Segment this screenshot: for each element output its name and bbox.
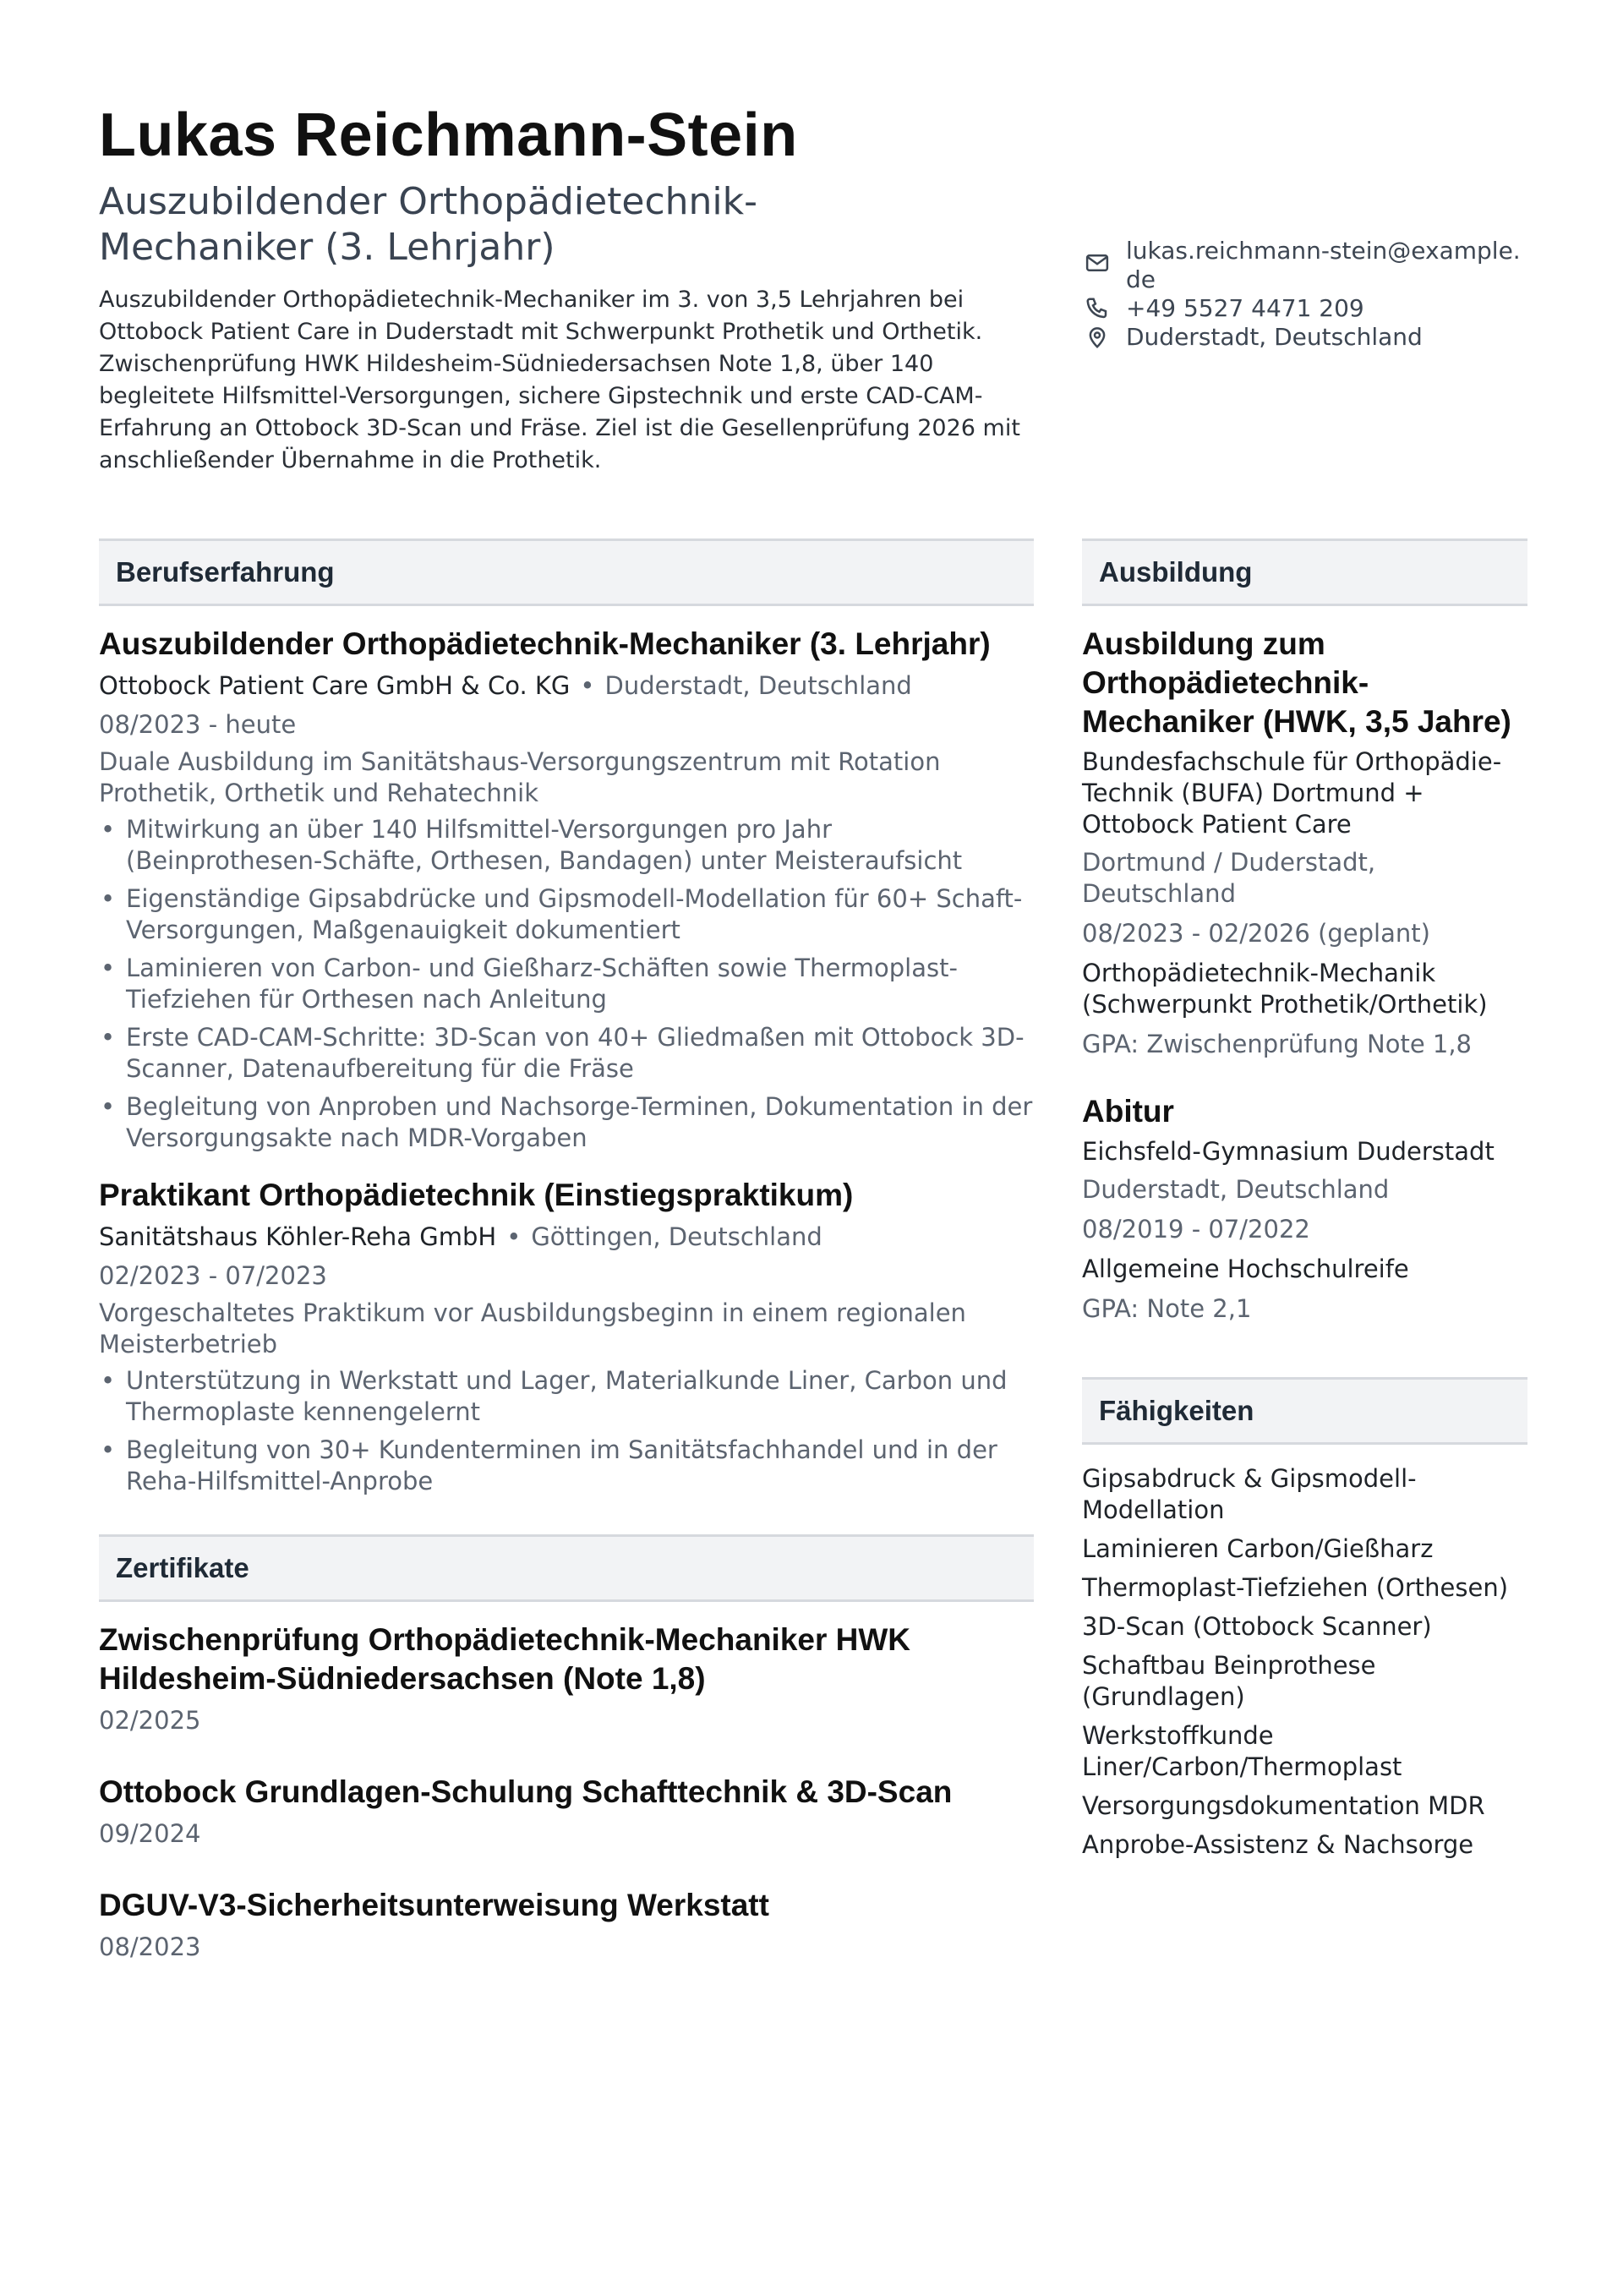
list-item: • Eigenständige Gipsabdrücke und Gipsmodell-Modellation für 60+ Schaft-Versorgungen, Maßgenauigkeit dokumentiert [99,883,1034,946]
degree-title: Abitur [1082,1094,1174,1129]
list-item: Gipsabdruck & Gipsmodell-Modellation [1082,1464,1417,1524]
education-entry [1082,1092,1527,1325]
experience-entry [99,625,1034,1154]
degree-title: Ausbildung zum Orthopädietechnik-Mechaniker (HWK, 3,5 Jahre) [1082,626,1511,739]
location-text: Duderstadt, Deutschland [1126,323,1423,351]
certificate-date: 02/2025 [99,1706,201,1735]
certificate-entry [99,1886,1034,1964]
list-item: • Begleitung von 30+ Kundenterminen im Sanitätsfachhandel und in der Reha-Hilfsmittel-Anprobe [99,1435,1034,1497]
contact-block [1082,237,1527,352]
list-item: • Unterstützung in Werkstatt und Lager, Materialkunde Liner, Carbon und Thermoplaste kennengelernt [99,1365,1034,1428]
job-bullets [99,814,1034,1154]
education-grade: GPA: Note 2,1 [1082,1294,1252,1323]
list-item: Thermoplast-Tiefziehen (Orthesen) [1082,1573,1509,1602]
company-name: Sanitätshaus Köhler-Reha GmbH [99,1222,497,1251]
section-heading-experience: Berufserfahrung [99,538,1034,606]
person-name: Lukas Reichmann-Stein [99,101,798,169]
phone-text: +49 5527 4471 209 [1126,294,1364,322]
job-title: Auszubildender Orthopädietechnik-Mechaniker (3. Lehrjahr) [99,626,991,661]
company-name: Ottobock Patient Care GmbH & Co. KG [99,671,571,700]
skills-list [1082,1463,1527,1861]
education-dates: 08/2023 - 02/2026 (geplant) [1082,919,1430,948]
envelope-icon [1082,249,1112,277]
certificate-title: Zwischenprüfung Orthopädietechnik-Mechaniker HWK Hildesheim-Südniedersachsen (Note 1,8) [99,1622,911,1696]
list-item: Werkstoffkunde Liner/Carbon/Thermoplast [1082,1721,1402,1781]
institution-name: Bundesfachschule für Orthopädie-Technik (BUFA) Dortmund + Ottobock Patient Care [1082,747,1502,839]
list-item: • Laminieren von Carbon- und Gießharz-Schäften sowie Thermoplast-Tiefziehen für Orthesen nach Anleitung [99,953,1034,1015]
job-description: Duale Ausbildung im Sanitätshaus-Versorgungszentrum mit Rotation Prothetik, Orthetik und Rehatechnik [99,747,941,807]
contact-phone[interactable] [1082,294,1527,323]
contact-email[interactable] [1082,237,1527,294]
job-location: Duderstadt, Deutschland [604,671,912,700]
certificate-title: DGUV-V3-Sicherheitsunterweisung Werkstatt [99,1888,769,1922]
certificate-entry [99,1773,1034,1850]
left-column [99,538,1034,1999]
resume-header [99,100,1527,497]
section-heading-education: Ausbildung [1082,538,1527,606]
certificate-date: 09/2024 [99,1819,201,1848]
list-item: Laminieren Carbon/Gießharz [1082,1534,1434,1563]
list-item: Anprobe-Assistenz & Nachsorge [1082,1830,1474,1859]
list-item: • Erste CAD-CAM-Schritte: 3D-Scan von 40+ Gliedmaßen mit Ottobock 3D-Scanner, Datenaufbereitung für die Fräse [99,1022,1034,1085]
education-location: Dortmund / Duderstadt, Deutschland [1082,848,1376,908]
resume-page [99,100,1527,1961]
phone-icon [1082,294,1112,323]
certificate-title: Ottobock Grundlagen-Schulung Schafttechnik & 3D-Scan [99,1774,953,1809]
contact-location [1082,323,1527,352]
job-dates: 02/2023 - 07/2023 [99,1261,327,1290]
job-location: Göttingen, Deutschland [531,1222,822,1251]
profile-summary: Auszubildender Orthopädietechnik-Mechaniker im 3. von 3,5 Lehrjahren bei Ottobock Patient Care in Duderstadt mit Schwerpunkt Prothetik und Orthetik. Zwischenprüfung HWK Hildesheim-Südniedersachsen Note 1,8, über 140 begleitete Hilfsmittel-Versorgungen, sichere Gipstechnik und erste CAD-CAM-Erfahrung an Ottobock 3D-Scan und Fräse. Ziel ist die Gesellenprüfung 2026 mit anschließender Übernahme in die Prothetik. [99,287,1020,473]
list-item: 3D-Scan (Ottobock Scanner) [1082,1612,1432,1641]
job-company-line [99,1220,1034,1254]
experience-entry [99,1176,1034,1497]
job-headline: Auszubildender Orthopädietechnik-Mechaniker (3. Lehrjahr) [99,180,758,269]
right-column [1082,538,1527,1868]
job-company-line [99,669,1034,702]
education-location: Duderstadt, Deutschland [1082,1175,1390,1204]
job-description: Vorgeschaltetes Praktikum vor Ausbildungsbeginn in einem regionalen Meisterbetrieb [99,1298,966,1358]
map-pin-icon [1082,323,1112,352]
list-item: • Begleitung von Anproben und Nachsorge-Terminen, Dokumentation in der Versorgungsakte nach MDR-Vorgaben [99,1091,1034,1154]
section-heading-skills: Fähigkeiten [1082,1377,1527,1445]
section-heading-certificates: Zertifikate [99,1534,1034,1602]
list-item: Versorgungsdokumentation MDR [1082,1791,1485,1820]
list-item: • Mitwirkung an über 140 Hilfsmittel-Versorgungen pro Jahr (Beinprothesen-Schäfte, Orthesen, Bandagen) unter Meisteraufsicht [99,814,1034,877]
job-dates: 08/2023 - heute [99,710,297,739]
job-bullets [99,1365,1034,1497]
education-grade: GPA: Zwischenprüfung Note 1,8 [1082,1030,1473,1058]
list-item: Schaftbau Beinprothese (Grundlagen) [1082,1651,1376,1711]
certificate-entry [99,1621,1034,1737]
email-text: lukas.reichmann-stein@example.de [1126,237,1521,293]
certificate-date: 08/2023 [99,1932,201,1961]
field-of-study: Orthopädietechnik-Mechanik (Schwerpunkt Prothetik/Orthetik) [1082,959,1488,1019]
job-title: Praktikant Orthopädietechnik (Einstiegspraktikum) [99,1178,854,1212]
separator-dot: • [580,671,595,700]
institution-name: Eichsfeld-Gymnasium Duderstadt [1082,1137,1495,1166]
separator-dot: • [506,1222,522,1251]
education-dates: 08/2019 - 07/2022 [1082,1215,1310,1244]
field-of-study: Allgemeine Hochschulreife [1082,1255,1409,1283]
education-entry [1082,625,1527,1060]
